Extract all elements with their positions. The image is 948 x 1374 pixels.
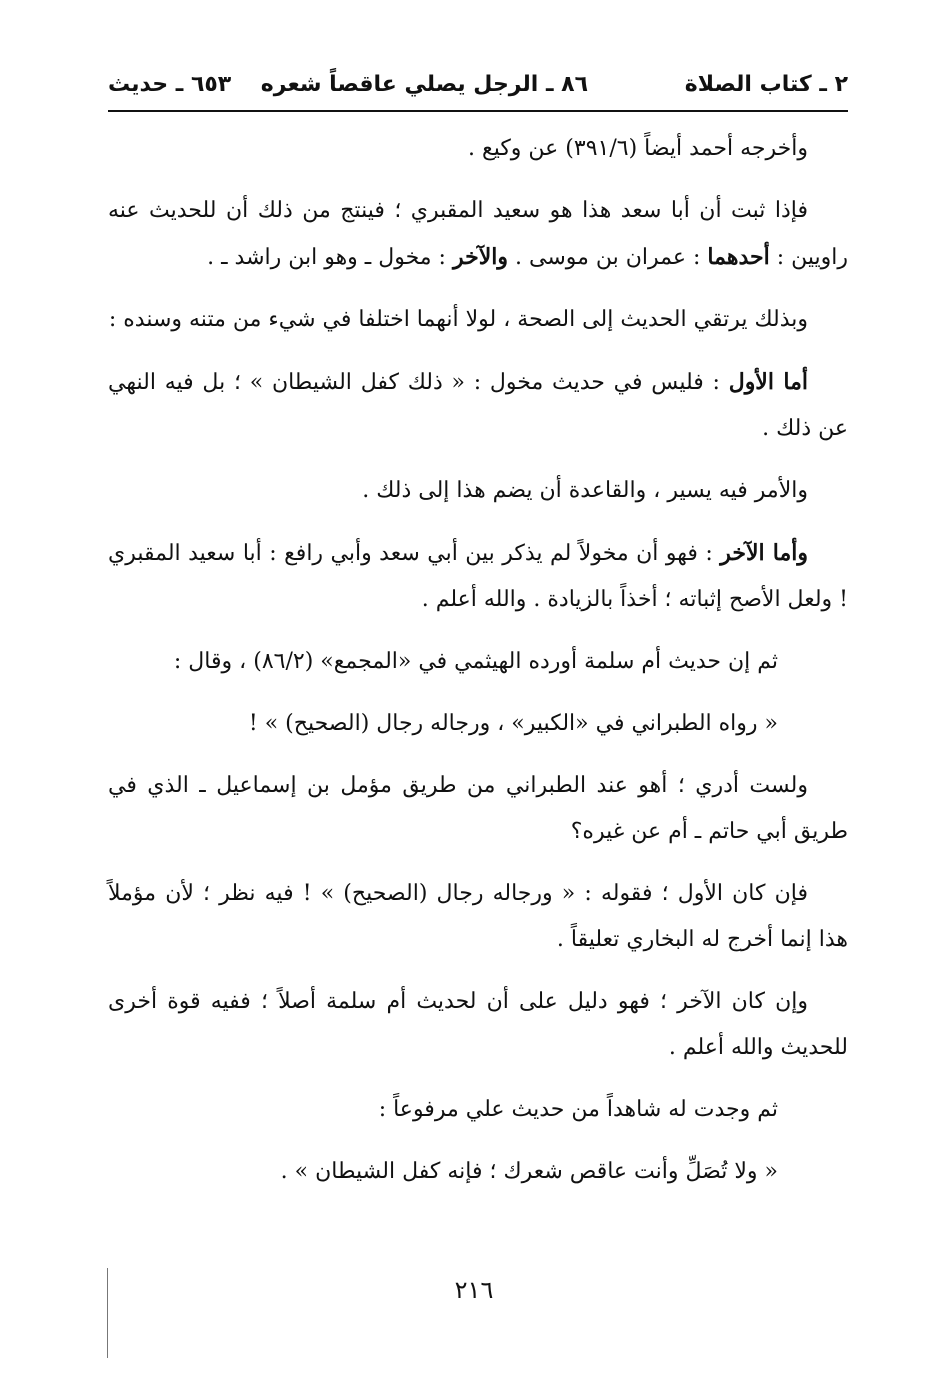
quote-paragraph: « رواه الطبراني في «الكبير» ، ورجاله رجال (الصحيح) » ! [248, 711, 778, 736]
paragraph: ولست أدري ؛ أهو عند الطبراني من طريق مؤمل بن إسماعيل ـ الذي في طريق أبي حاتم ـ أم عن غيره؟ [108, 773, 848, 844]
header-chapter-title: ٨٦ ـ الرجل يصلي عاقصاً شعره [260, 72, 588, 97]
paragraph: فإذا ثبت أن أبا سعد هذا هو سعيد المقبري ؛ فينتج من ذلك أن للحديث عنه راويين : أحدهما : عمران بن موسى . والآخر : مخول ـ وهو ابن راشد ـ . [108, 198, 848, 270]
quote-paragraph: « ولا تُصَلِّ وأنت عاقص شعرك ؛ فإنه كفل الشيطان » . [280, 1159, 778, 1184]
paragraph: فإن كان الأول ؛ فقوله : « ورجاله رجال (الصحيح) » ! فيه نظر ؛ لأن مؤملاً هذا إنما أخرج له البخاري تعليقاً . [108, 881, 848, 952]
header-hadith-number: ٦٥٣ ـ حديث [108, 72, 232, 97]
paragraph: ثم وجدت له شاهداً من حديث علي مرفوعاً : [378, 1097, 778, 1122]
paragraph: وإن كان الآخر ؛ فهو دليل على أن لحديث أم سلمة أصلاً ؛ ففيه قوة أخرى للحديث والله أعلم . [108, 989, 848, 1060]
page-body [108, 126, 848, 1211]
header-book-title: ٢ ـ كتاب الصلاة [684, 72, 848, 97]
paragraph: ثم إن حديث أم سلمة أورده الهيثمي في «المجمع» (٨٦/٢) ، وقال : [173, 649, 778, 674]
page-number: ٢١٦ [454, 1276, 494, 1304]
paragraph: وأخرجه أحمد أيضاً (٣٩١/٦) عن وكيع . [468, 136, 808, 161]
paragraph: وبذلك يرتقي الحديث إلى الصحة ، لولا أنهما اختلفا في شيء من متنه وسنده : [108, 307, 808, 332]
paragraph: أما الأول : فليس في حديث مخول : « ذلك كفل الشيطان » ؛ بل فيه النهي عن ذلك . [108, 369, 848, 441]
paragraph: والأمر فيه يسير ، والقاعدة أن يضم هذا إلى ذلك . [362, 478, 808, 503]
paragraph: وأما الآخر : فهو أن مخولاً لم يذكر بين أبي سعد وأبي رافع : أبا سعيد المقبري ! ولعل الأصح إثباته ؛ أخذاً بالزيادة . والله أعلم . [108, 540, 848, 612]
running-header [108, 64, 848, 112]
